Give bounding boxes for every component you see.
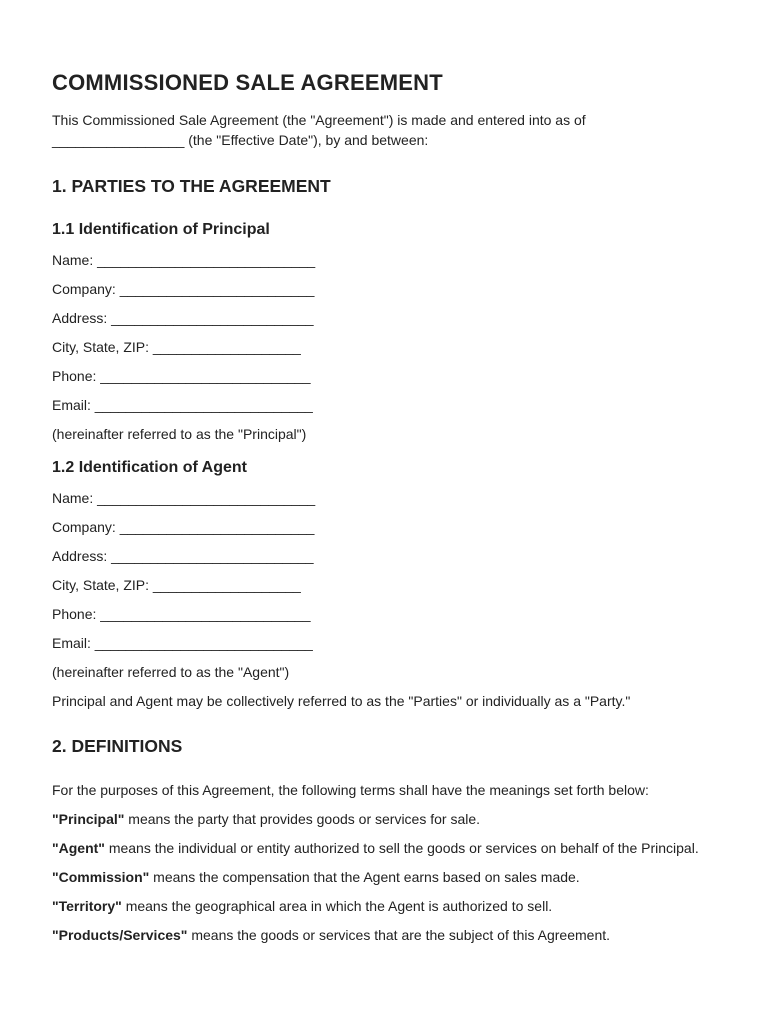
principal-note: (hereinafter referred to as the "Principal") [52, 426, 307, 442]
definition-item [52, 926, 712, 945]
definition-term: "Principal" [52, 811, 125, 827]
agent-block [52, 459, 718, 710]
definition-item [52, 897, 712, 916]
parties-note: Principal and Agent may be collectively referred to as the "Parties" or individually as a "Party." [52, 693, 631, 709]
definition-term: "Territory" [52, 898, 122, 914]
definition-term: "Commission" [52, 869, 150, 885]
principal-block [52, 221, 718, 443]
section-1-heading: 1. PARTIES TO THE AGREEMENT [52, 176, 331, 196]
agent-phone-field: Phone: ___________________________ [52, 606, 311, 622]
intro-line-1: This Commissioned Sale Agreement (the "Agreement") is made and entered into as of [52, 112, 586, 128]
agent-city-field: City, State, ZIP: ___________________ [52, 577, 301, 593]
principal-city-field: City, State, ZIP: ___________________ [52, 339, 301, 355]
definition-term: "Products/Services" [52, 927, 188, 943]
definition-text: means the goods or services that are the subject of this Agreement. [187, 927, 611, 943]
principal-heading: 1.1 Identification of Principal [52, 221, 270, 238]
definition-text: means the geographical area in which the Agent is authorized to sell. [121, 898, 553, 914]
document-title: COMMISSIONED SALE AGREEMENT [52, 70, 443, 95]
definitions-intro: For the purposes of this Agreement, the following terms shall have the meanings set forth below: [52, 782, 649, 798]
principal-phone-field: Phone: ___________________________ [52, 368, 311, 384]
agent-name-field: Name: ____________________________ [52, 490, 316, 506]
intro-paragraph [52, 110, 672, 150]
principal-name-field: Name: ____________________________ [52, 252, 316, 268]
agent-company-field: Company: _________________________ [52, 519, 315, 535]
principal-address-field: Address: __________________________ [52, 310, 314, 326]
agent-email-field: Email: ____________________________ [52, 635, 313, 651]
agent-heading: 1.2 Identification of Agent [52, 459, 247, 476]
definition-item [52, 810, 712, 829]
definition-term: "Agent" [52, 840, 105, 856]
definition-item [52, 839, 712, 858]
definition-item [52, 868, 712, 887]
agent-note: (hereinafter referred to as the "Agent") [52, 664, 290, 680]
definition-text: means the compensation that the Agent earns based on sales made. [149, 869, 580, 885]
principal-email-field: Email: ____________________________ [52, 397, 313, 413]
intro-line-2: _________________ (the "Effective Date"), by and between: [52, 132, 429, 148]
definition-text: means the individual or entity authorized to sell the goods or services on behalf of the Principal. [104, 840, 699, 856]
definition-text: means the party that provides goods or services for sale. [124, 811, 481, 827]
section-2-heading: 2. DEFINITIONS [52, 736, 183, 756]
agent-address-field: Address: __________________________ [52, 548, 314, 564]
principal-company-field: Company: _________________________ [52, 281, 315, 297]
definitions-block [52, 781, 718, 945]
